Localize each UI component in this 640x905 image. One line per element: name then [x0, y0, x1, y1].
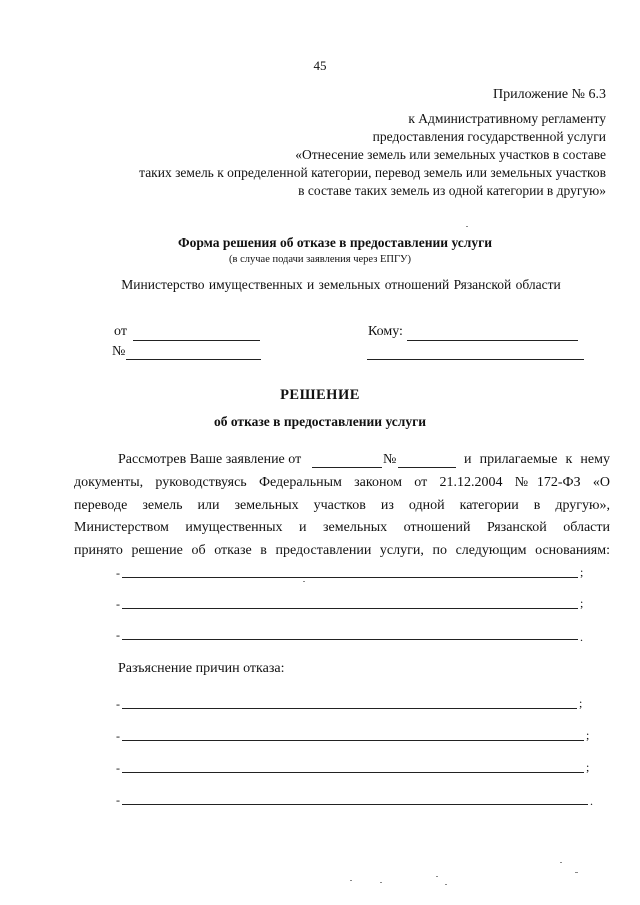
explanation-punct: ;	[586, 728, 590, 742]
appendix-line: к Административному регламенту	[408, 111, 606, 126]
grounds-punct: .	[580, 630, 583, 644]
appendix-line: в составе таких земель из одной категории в другую»	[298, 183, 606, 198]
to-field-line2[interactable]	[367, 359, 584, 360]
page-number: 45	[313, 58, 327, 73]
explanation-field-2[interactable]	[122, 740, 584, 741]
form-title: Форма решения об отказе в предоставлении услуги	[177, 235, 493, 250]
body-line: принято решение об отказе в предоставлении услуги, по следующим основаниям:	[74, 543, 610, 558]
grounds-dash: -	[116, 597, 120, 611]
scan-speck	[303, 581, 305, 582]
from-field[interactable]	[133, 340, 260, 341]
scan-speck	[436, 876, 438, 877]
explanation-dash: -	[116, 729, 120, 743]
application-date-field[interactable]	[312, 467, 382, 468]
body-line1-start: Рассмотрев Ваше заявление от	[118, 452, 302, 467]
number-label: №	[112, 344, 126, 359]
scan-speck	[560, 862, 562, 863]
explanation-field-3[interactable]	[122, 772, 584, 773]
scan-speck	[445, 884, 447, 885]
explanation-dash: -	[116, 697, 120, 711]
grounds-dash: -	[116, 628, 120, 642]
grounds-field-3[interactable]	[122, 639, 578, 640]
explanation-dash: -	[116, 761, 120, 775]
explanation-field-4[interactable]	[122, 804, 588, 805]
explanation-punct: .	[590, 794, 593, 808]
from-label: от	[114, 324, 127, 339]
appendix-line: предоставления государственной услуги	[372, 129, 606, 144]
to-field[interactable]	[407, 340, 578, 341]
application-number-field[interactable]	[398, 467, 456, 468]
appendix-block	[139, 86, 606, 200]
grounds-dash: -	[116, 566, 120, 580]
explanation-punct: ;	[579, 696, 583, 710]
decision-title: РЕШЕНИЕ	[280, 387, 360, 403]
scan-speck	[350, 880, 352, 881]
grounds-punct: ;	[580, 565, 584, 579]
scan-speck	[575, 872, 578, 873]
grounds-field-1[interactable]	[122, 577, 578, 578]
body-line: Министерством имущественных и земельных отношений Рязанской области	[74, 520, 610, 535]
to-label: Кому:	[368, 324, 403, 339]
appendix-line: таких земель к определенной категории, перевод земель или земельных участков	[139, 165, 606, 180]
scan-speck	[466, 226, 468, 227]
body-line1-no: №	[383, 452, 397, 467]
grounds-field-2[interactable]	[122, 608, 578, 609]
body-line: переводе земель или земельных участков из одной категории в другую»,	[74, 498, 610, 513]
explanation-dash: -	[116, 793, 120, 807]
explanation-field-1[interactable]	[122, 708, 577, 709]
explanation-label: Разъяснение причин отказа:	[118, 661, 285, 676]
appendix-number: Приложение № 6.3	[493, 87, 606, 102]
number-field[interactable]	[126, 359, 261, 360]
explanation-punct: ;	[586, 760, 590, 774]
decision-subtitle: об отказе в предоставлении услуги	[213, 414, 427, 429]
body-line: документы, руководствуясь Федеральным законом от 21.12.2004 №172-ФЗ «О	[74, 475, 610, 490]
grounds-punct: ;	[580, 596, 584, 610]
ministry-name: Министерство имущественных и земельных отношений Рязанской области	[121, 277, 561, 292]
form-note: (в случае подачи заявления через ЕПГУ)	[229, 254, 411, 265]
appendix-line: «Отнесение земель или земельных участков в составе	[295, 147, 606, 162]
body-line1-end: и прилагаемые к нему	[464, 452, 610, 467]
scan-speck	[380, 882, 382, 883]
